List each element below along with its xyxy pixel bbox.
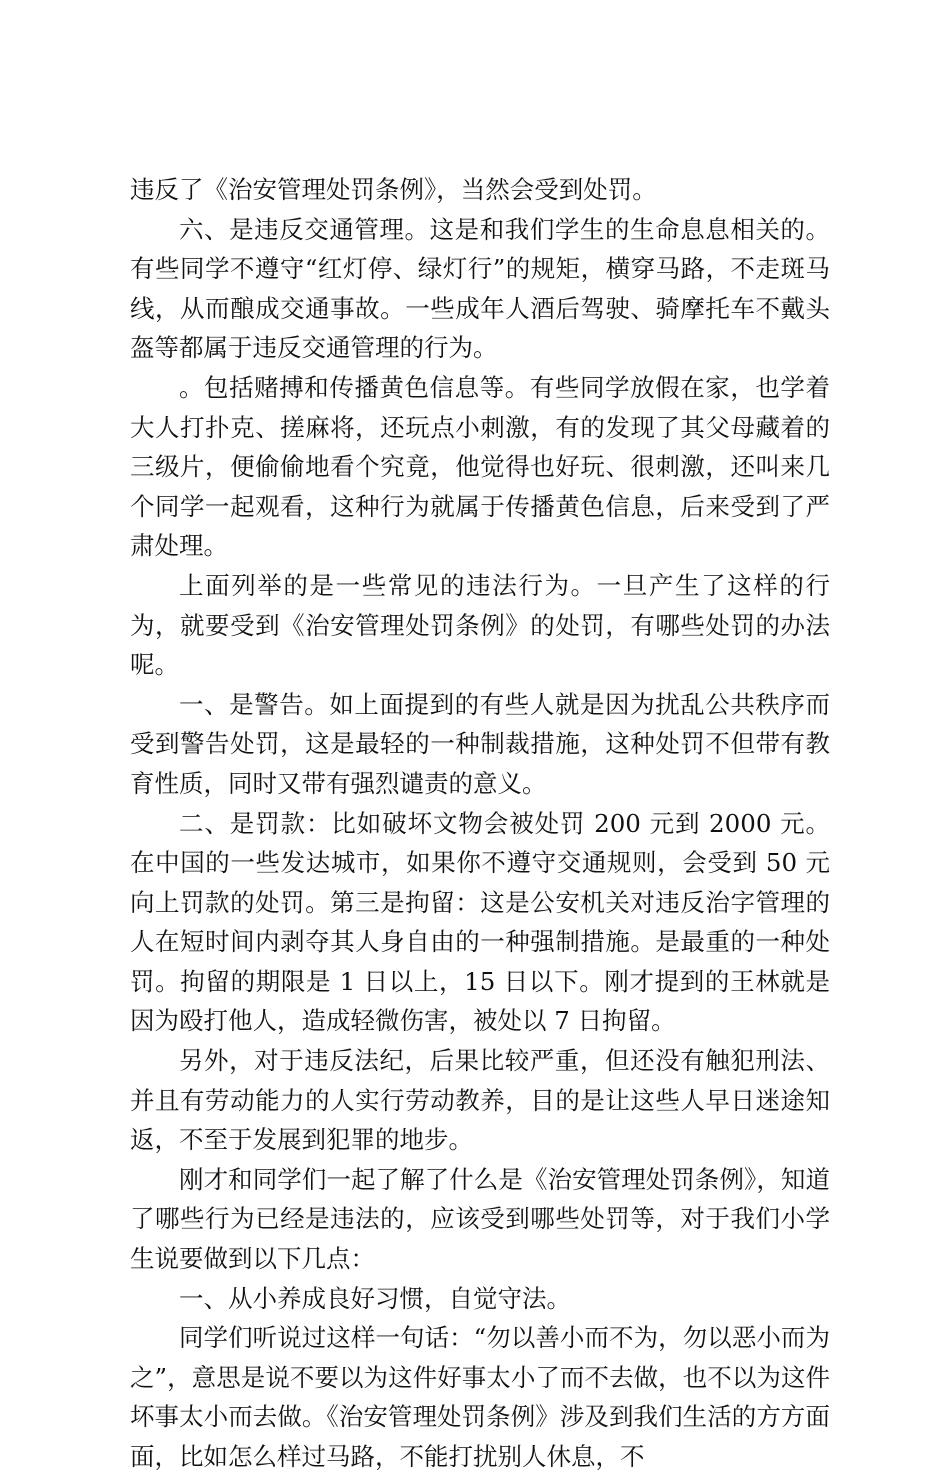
paragraph-9: 一、从小养成良好习惯，自觉守法。 (179, 1283, 571, 1313)
paragraph-1: 违反了《治安管理处罚条例》，当然会受到处罚。 (130, 175, 657, 204)
paragraph-6: 二、是罚款：比如破坏文物会被处罚 200 元到 2000 元。在中国的一些发达城市，如果你不遵守交通规则，会受到 50 元向上罚款的处罚。第三是拘留：这是公安机关对违反治字管理的人在短时间内剥夺其人身自由的一种强制措施。是最重的一种处罚。拘留的期限是 1 日以上，15 日以下。刚才提到的王林就是因为殴打他人，造成轻微伤害，被处以 7 日拘留。 (130, 808, 830, 1036)
paragraph-5: 一、是警告。如上面提到的有些人就是因为扰乱公共秩序而受到警告处罚，这是最轻的一种制裁措施，这种处罚不但带有教育性质，同时又带有强烈谴责的意义。 (130, 689, 830, 798)
paragraph-2: 六、是违反交通管理。这是和我们学生的生命息息相关的。有些同学不遵守“红灯停、绿灯行”的规矩，横穿马路，不走斑马线，从而酿成交通事故。一些成年人酒后驾驶、骑摩托车不戴头盔等都属于违反交通管理的行为。 (130, 214, 830, 363)
paragraph-7: 另外，对于违反法纪，后果比较严重，但还没有触犯刑法、并且有劳动能力的人实行劳动教养，目的是让这些人早日迷途知返，不至于发展到犯罪的地步。 (130, 1046, 830, 1155)
paragraph-4: 上面列举的是一些常见的违法行为。一旦产生了这样的行为，就要受到《治安管理处罚条例》的处罚，有哪些处罚的办法呢。 (130, 570, 830, 680)
paragraph-8: 刚才和同学们一起了解了什么是《治安管理处罚条例》，知道了哪些行为已经是违法的，应该受到哪些处罚等，对于我们小学生说要做到以下几点： (130, 1164, 830, 1274)
document-page (130, 170, 830, 1477)
paragraph-3: 。包括赌搏和传播黄色信息等。有些同学放假在家，也学着大人打扑克、搓麻将，还玩点小刺激，有的发现了其父母藏着的三级片，便偷偷地看个究竟，他觉得也好玩、很刺激，还叫来几个同学一起观看，这种行为就属于传播黄色信息，后来受到了严肃处理。 (130, 372, 830, 561)
paragraph-10: 同学们听说过这样一句话：“勿以善小而不为，勿以恶小而为之”，意思是说不要以为这件好事太小了而不去做，也不以为这件坏事太小而去做。《治安管理处罚条例》涉及到我们生活的方方面面，比如怎么样过马路，不能打扰别人休息，不 (130, 1323, 830, 1471)
